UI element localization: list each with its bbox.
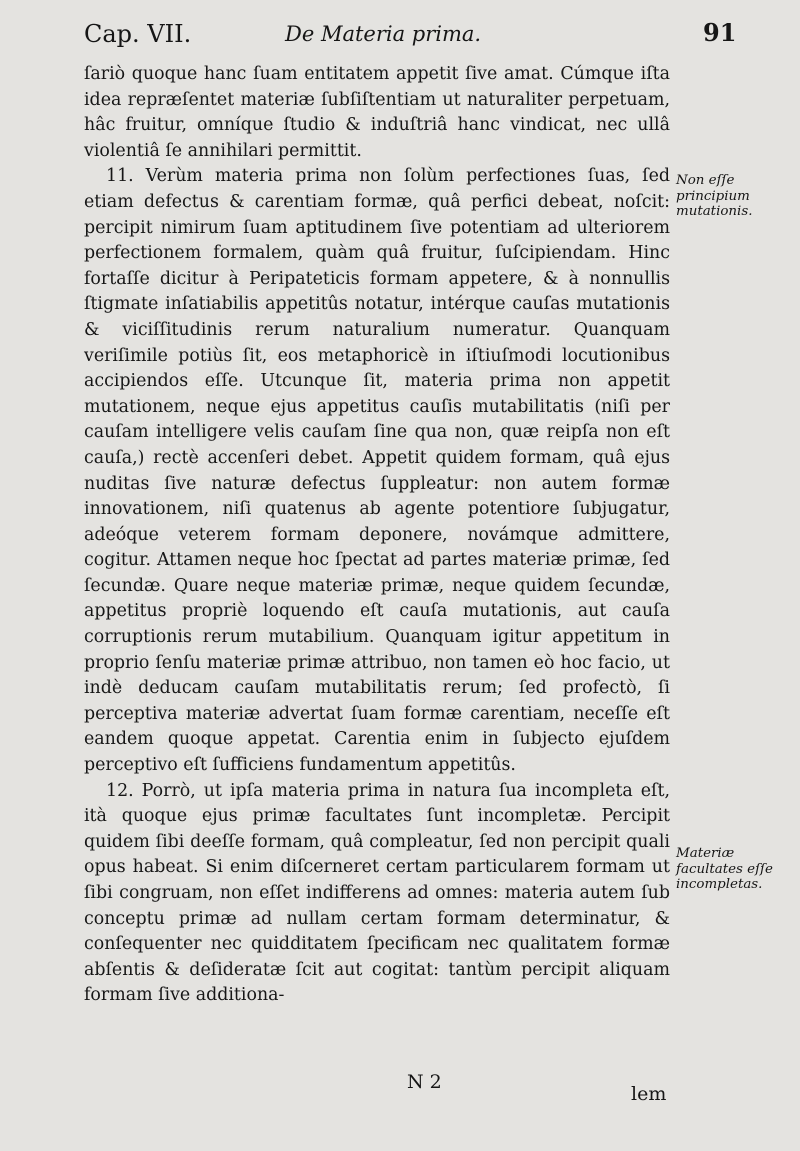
margin-note-principium: Non eſſe principium mutationis. xyxy=(676,173,753,219)
signature-mark: N 2 xyxy=(407,1071,442,1093)
running-title: De Materia prima. xyxy=(285,22,482,46)
page-number: 91 xyxy=(703,18,737,47)
margin-note-facultates: Materiæ facultates eſſe incompletas. xyxy=(676,846,773,892)
paragraph-11: 11. Verùm materia prima non ſolùm perfectiones ſuas, ſed etiam defectus & carentiam formæ, quâ perfici debeat, noſcit: percipit nimirum ſuam aptitudinem ſive potentiam ad ulteriorem perfectionem formalem, quàm quâ fruitur, ſuſcipiendam. Hinc fortaſſe dicitur à Peripateticis formam appetere, & à nonnullis ſtigmate inſatiabilis appetitûs notatur, intérque cauſas mutationis & viciſſitudinis rerum naturalium numeratur. Quanquam veriſimile potiùs ſit, eos metaphoricè in iſtiuſmodi locutionibus accipiendos eſſe. Utcunque ſit, materia prima non appetit mutationem, neque ejus appetitus cauſis mutabilitatis (niſi per cauſam intelligere velis cauſam ſine qua non, quæ reipſa non eſt cauſa,) rectè accenſeri debet. Appetit quidem formam, quâ ejus nuditas ſive naturæ defectus ſuppleatur: non autem formæ innovationem, niſi quatenus ab agente potentiore ſubjugatur, adeóque veterem formam deponere, novámque admittere, cogitur. Attamen neque hoc ſpectat ad partes materiæ primæ, ſed ſecundæ. Quare neque materiæ primæ, neque quidem ſecundæ, appetitus propriè loquendo eſt cauſa mutationis, aut cauſa corruptionis rerum mutabilium. Quanquam igitur appetitum in proprio ſenſu materiæ primæ attribuo, non tamen eò hoc facio, ut indè deducam cauſam mutabilitatis rerum; ſed profectò, ſi perceptiva materiæ advertat ſuam formæ carentiam, neceſſe eſt eandem quoque appetat. Carentia enim in ſubjecto ejuſdem perceptivo eſt ſufficiens fundamentum appetitûs. xyxy=(84,166,670,776)
body-text xyxy=(84,62,670,1009)
paragraph-continuation: ſariò quoque hanc ſuam entitatem appetit ſive amat. Cúmque iſta idea repræſentet materiæ ſubſiſtentiam ut naturaliter perpetuam, hâc fruitur, omníque ſtudio & induſtriâ hanc vindicat, nec ullâ violentiâ ſe annihilari permittit. xyxy=(84,64,670,161)
paragraph-12: 12. Porrò, ut ipſa materia prima in natura ſua incompleta eſt, ità quoque ejus primæ facultates ſunt incompletæ. Percipit quidem ſibi deeſſe formam, quâ compleatur, ſed non percipit quali opus habeat. Si enim diſcerneret certam particularem formam ut ſibi congruam, non eſſet indifferens ad omnes: materia autem ſub conceptu primæ ad nullam certam formam determinatur, & conſequenter nec quidditatem ſpecificam nec qualitatem formæ abſentis & deſideratæ ſcit aut cogitat: tantùm percipit aliquam formam ſive additiona- xyxy=(84,780,670,1006)
catchword: lem xyxy=(631,1083,667,1105)
chapter-heading: Cap. VII. xyxy=(84,20,192,48)
